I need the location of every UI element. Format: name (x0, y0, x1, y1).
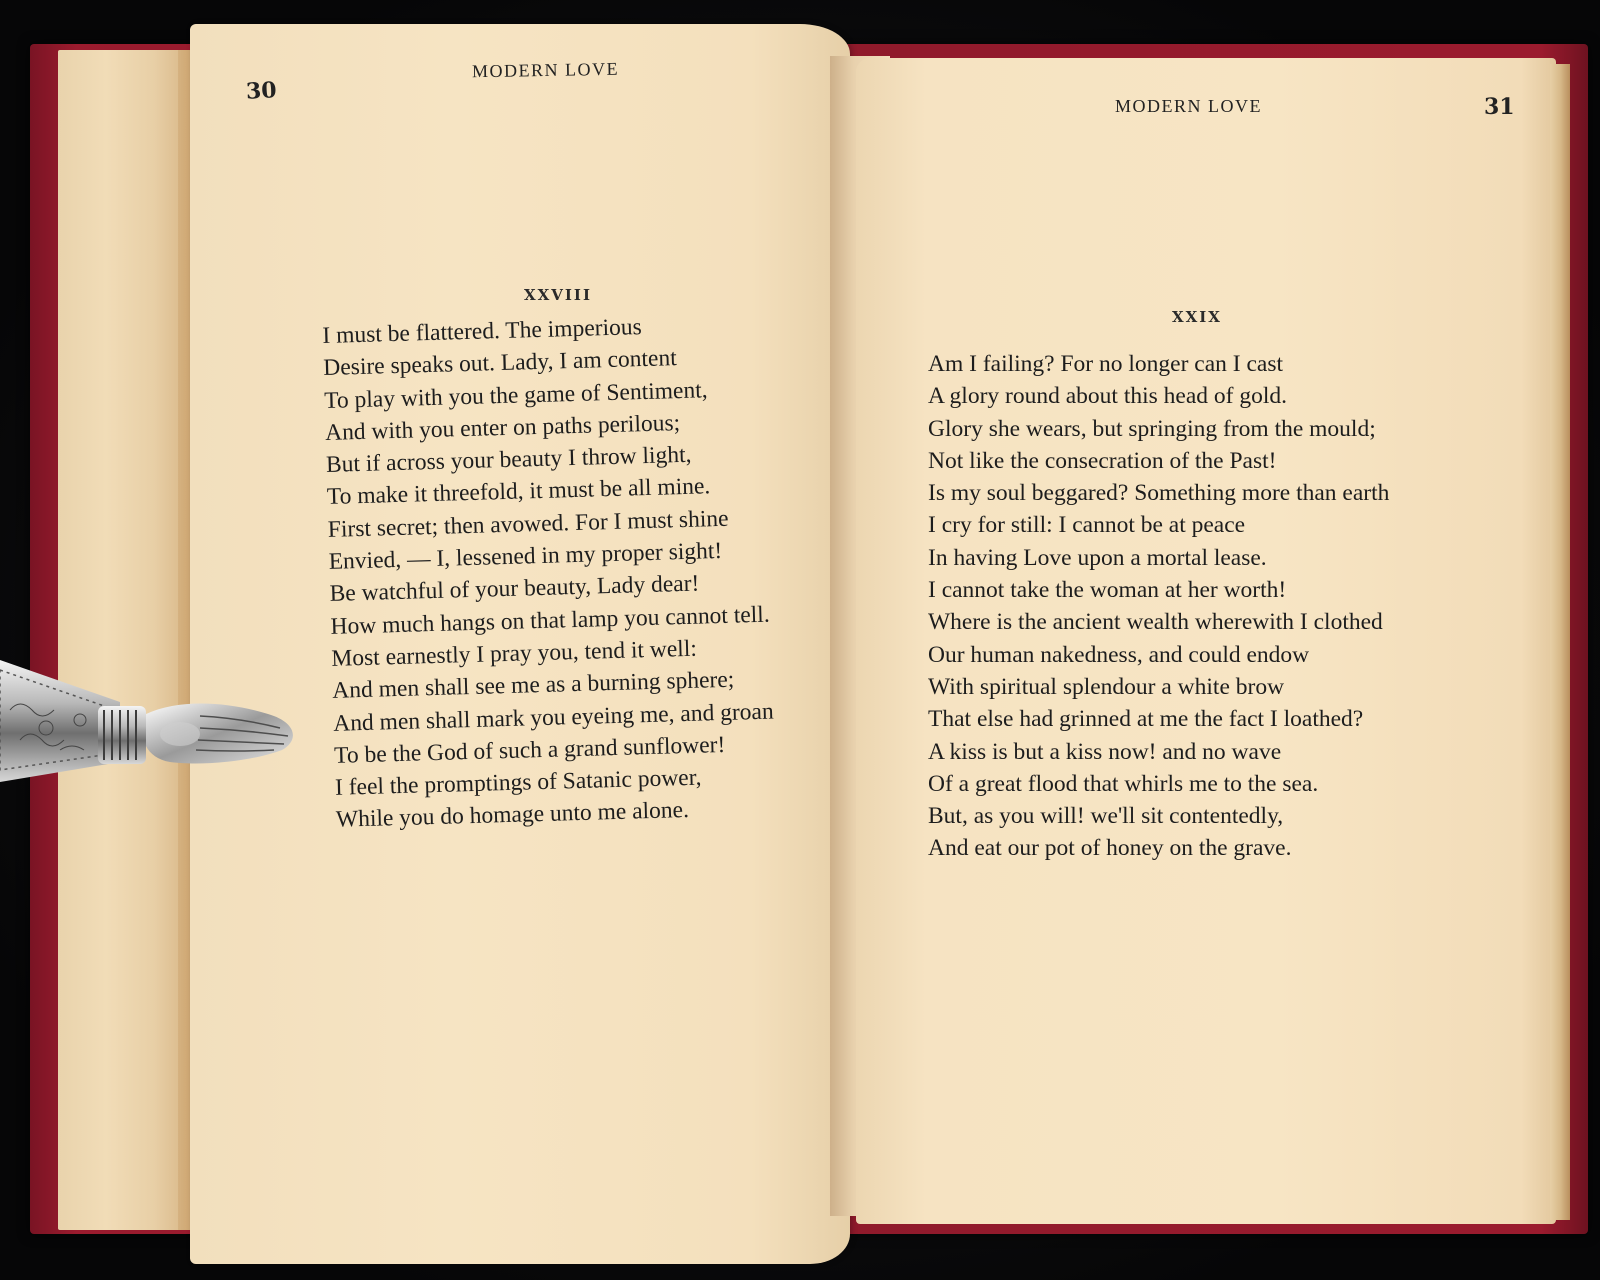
right-poem (928, 348, 1389, 865)
poem-line: Most earnestly I pray you, tend it well: (331, 635, 698, 672)
poem-line: And with you enter on paths perilous; (324, 409, 681, 446)
poem-line: That else had grinned at me the fact I loathed? (928, 706, 1364, 733)
poem-line: A glory round about this head of gold. (928, 383, 1287, 410)
poem-line: In having Love upon a mortal lease. (928, 544, 1267, 571)
poem-line: A kiss is but a kiss now! and no wave (928, 738, 1282, 765)
poem-line: Glory she wears, but springing from the mould; (928, 415, 1376, 442)
left-page-number: 30 (245, 77, 278, 105)
poem-line: And men shall see me as a burning sphere; (332, 666, 735, 705)
poem-line: Be watchful of your beauty, Lady dear! (329, 570, 700, 608)
poem-line: To make it threefold, it must be all mine. (326, 473, 711, 511)
poem-line: How much hangs on that lamp you cannot tell. (330, 601, 771, 640)
poem-line: I feel the promptings of Satanic power, (334, 764, 702, 801)
poem-line: Where is the ancient wealth wherewith I clothed (928, 609, 1383, 636)
right-page-edge (1550, 64, 1570, 1220)
right-page-number: 31 (1484, 94, 1515, 120)
poem-line: With spiritual splendour a white brow (928, 673, 1285, 700)
hand-page-holder-icon (0, 650, 310, 800)
poem-line: Am I failing? For no longer can I cast (928, 351, 1284, 377)
poem-line: Our human nakedness, and could endow (928, 641, 1310, 668)
poem-line: First secret; then avowed. For I must shine (327, 505, 729, 543)
poem-line: Desire speaks out. Lady, I am content (322, 345, 678, 382)
left-section-numeral: XXVIII (524, 286, 592, 304)
poem-line: I cannot take the woman at her worth! (928, 577, 1287, 604)
poem-line: And eat our pot of honey on the grave. (928, 835, 1292, 862)
poem-line: Not like the consecration of the Past! (928, 447, 1277, 474)
poem-line: Of a great flood that whirls me to the sea. (928, 770, 1319, 797)
left-running-head: MODERN LOVE (471, 58, 620, 82)
poem-line: To play with you the game of Sentiment, (323, 376, 708, 414)
poem-line: I must be flattered. The imperious (322, 314, 643, 349)
poem-line: Is my soul beggared? Something more than earth (928, 480, 1390, 507)
poem-line: I cry for still: I cannot be at peace (928, 512, 1246, 539)
right-section-numeral: XXIX (1172, 308, 1222, 326)
poem-line: To be the God of such a grand sunflower! (333, 731, 726, 769)
poem-line: But if across your beauty I throw light, (325, 441, 692, 479)
left-poem (322, 308, 777, 837)
right-running-head: MODERN LOVE (1115, 96, 1262, 116)
poem-line: While you do homage unto me alone. (335, 797, 690, 834)
poem-line: Envied, — I, lessened in my proper sight! (328, 538, 723, 575)
poem-line: And men shall mark you eyeing me, and groan (332, 698, 774, 737)
poem-line: But, as you will! we'll sit contentedly, (928, 803, 1284, 830)
